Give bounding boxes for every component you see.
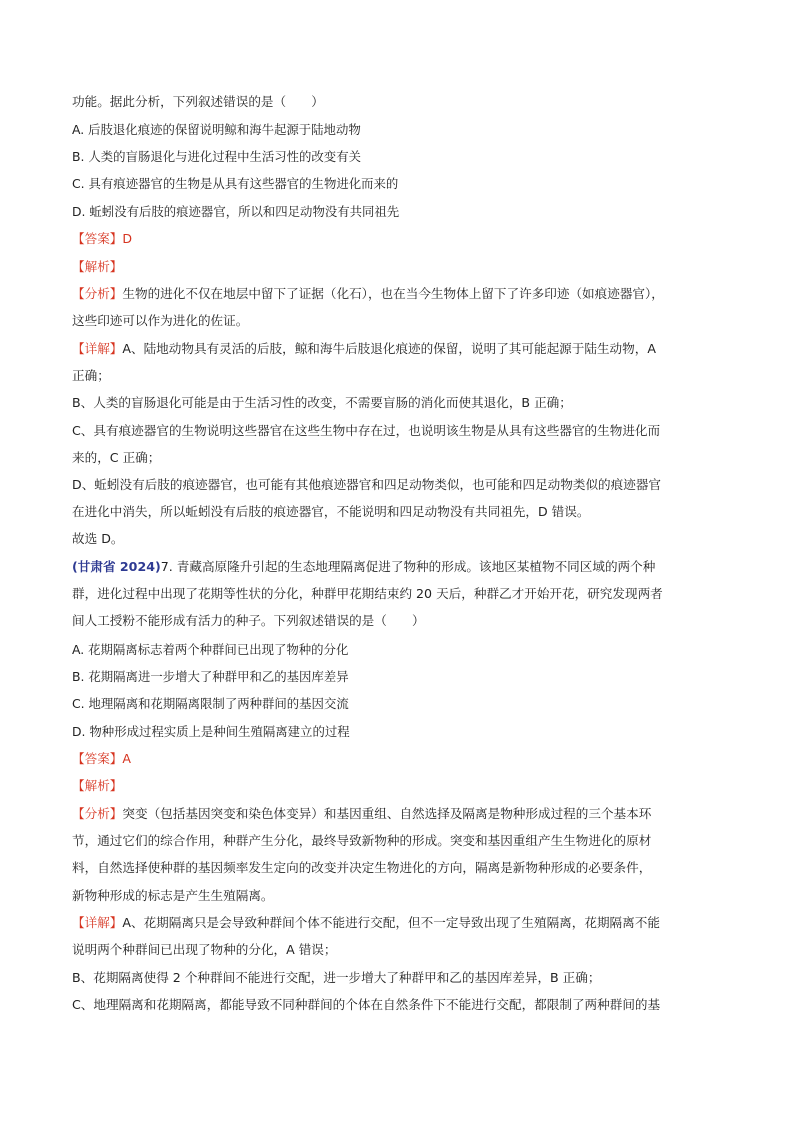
q6-option-d: D. 蚯蚓没有后肢的痕迹器官，所以和四足动物没有共同祖先 bbox=[72, 204, 400, 219]
detail-tag: 【详解】 bbox=[72, 341, 123, 356]
answer-value: A bbox=[122, 751, 131, 766]
q7-source: (甘肃省 2024) bbox=[72, 559, 161, 574]
q6-detail-d-line-1: D、蚯蚓没有后肢的痕迹器官，也可能有其他痕迹器官和四足动物类似，也可能和四足动物类似的痕迹器官 bbox=[72, 477, 662, 492]
q6-detail-c-line-1: C、具有痕迹器官的生物说明这些器官在这些生物中存在过，也说明该生物是从具有这些器官的生物进化而 bbox=[72, 423, 661, 438]
q7-fenxi-line-1: 【分析】突变（包括基因突变和染色体变异）和基因重组、自然选择及隔离是物种形成过程的三个基本环 bbox=[72, 806, 652, 821]
q7-answer bbox=[72, 750, 732, 768]
answer-value: D bbox=[122, 231, 133, 246]
q6-detail-a-line-1: 【详解】A、陆地动物具有灵活的后肢，鲸和海牛后肢退化痕迹的保留，说明了其可能起源于陆生动物，A bbox=[72, 341, 656, 356]
q6-conclusion: 故选 D。 bbox=[72, 531, 124, 546]
q6-detail-a-line-2: 正确； bbox=[72, 368, 110, 383]
q7-detail-c-line-1: C、地理隔离和花期隔离，都能导致不同种群间的个体在自然条件下不能进行交配，都限制了两种群间的基 bbox=[72, 997, 661, 1012]
q6-fenxi-line-2: 这些印迹可以作为进化的佐证。 bbox=[72, 313, 249, 328]
q6-stem-tail: 功能。据此分析，下列叙述错误的是（ ） bbox=[72, 94, 324, 109]
q7-detail-a-line-1: 【详解】A、花期隔离只是会导致种群间个体不能进行交配，但不一定导致出现了生殖隔离，花期隔离不能 bbox=[72, 915, 660, 930]
q6-option-b: B. 人类的盲肠退化与进化过程中生活习性的改变有关 bbox=[72, 149, 361, 164]
q7-detail-b: B、花期隔离使得 2 个种群间不能进行交配，进一步增大了种群甲和乙的基因库差异，B 正确； bbox=[72, 970, 601, 985]
q7-stem-line-1: (甘肃省 2024)7. 青藏高原隆升引起的生态地理隔离促进了物种的形成。该地区某植物不同区域的两个种 bbox=[72, 559, 656, 574]
q6-detail-c-line-2: 来的，C 正确； bbox=[72, 450, 161, 465]
q7-option-b: B. 花期隔离进一步增大了种群甲和乙的基因库差异 bbox=[72, 669, 349, 684]
q7-stem-line-2: 群，进化过程中出现了花期等性状的分化，种群甲花期结束约 20 天后，种群乙才开始开花，研究发现两者 bbox=[72, 586, 663, 601]
q6-analysis-tag: 【解析】 bbox=[72, 259, 123, 274]
q6-answer bbox=[72, 230, 732, 248]
q7-fenxi-line-2: 节，通过它们的综合作用，种群产生分化，最终导致新物种的形成。突变和基因重组产生生物进化的原材 bbox=[72, 833, 652, 848]
answer-tag: 【答案】 bbox=[72, 231, 123, 246]
answer-tag: 【答案】 bbox=[72, 751, 123, 766]
q6-detail-b: B、人类的盲肠退化可能是由于生活习性的改变，不需要盲肠的消化而使其退化，B 正确； bbox=[72, 395, 572, 410]
q7-stem-line-3: 间人工授粉不能形成有活力的种子。下列叙述错误的是（ ） bbox=[72, 613, 425, 628]
fenxi-tag: 【分析】 bbox=[72, 286, 123, 301]
q7-option-c: C. 地理隔离和花期隔离限制了两种群间的基因交流 bbox=[72, 696, 349, 711]
q7-option-d: D. 物种形成过程实质上是种间生殖隔离建立的过程 bbox=[72, 724, 350, 739]
q6-option-c: C. 具有痕迹器官的生物是从具有这些器官的生物进化而来的 bbox=[72, 176, 399, 191]
fenxi-tag: 【分析】 bbox=[72, 806, 123, 821]
q7-fenxi-line-4: 新物种形成的标志是产生生殖隔离。 bbox=[72, 888, 274, 903]
detail-tag: 【详解】 bbox=[72, 915, 123, 930]
q6-detail-d-line-2: 在进化中消失，所以蚯蚓没有后肢的痕迹器官，不能说明和四足动物没有共同祖先，D 错误。 bbox=[72, 504, 590, 519]
q7-option-a: A. 花期隔离标志着两个种群间已出现了物种的分化 bbox=[72, 642, 349, 657]
q7-detail-a-line-2: 说明两个种群间已出现了物种的分化，A 错误； bbox=[72, 942, 337, 957]
q7-fenxi-line-3: 料，自然选择使种群的基因频率发生定向的改变并决定生物进化的方向，隔离是新物种形成的必要条件， bbox=[72, 860, 652, 875]
q6-fenxi-line-1: 【分析】生物的进化不仅在地层中留下了证据（化石），也在当今生物体上留下了许多印迹（如痕迹器官）， bbox=[72, 286, 664, 301]
q7-analysis-tag: 【解析】 bbox=[72, 778, 123, 793]
q6-option-a: A. 后肢退化痕迹的保留说明鲸和海牛起源于陆地动物 bbox=[72, 122, 361, 137]
